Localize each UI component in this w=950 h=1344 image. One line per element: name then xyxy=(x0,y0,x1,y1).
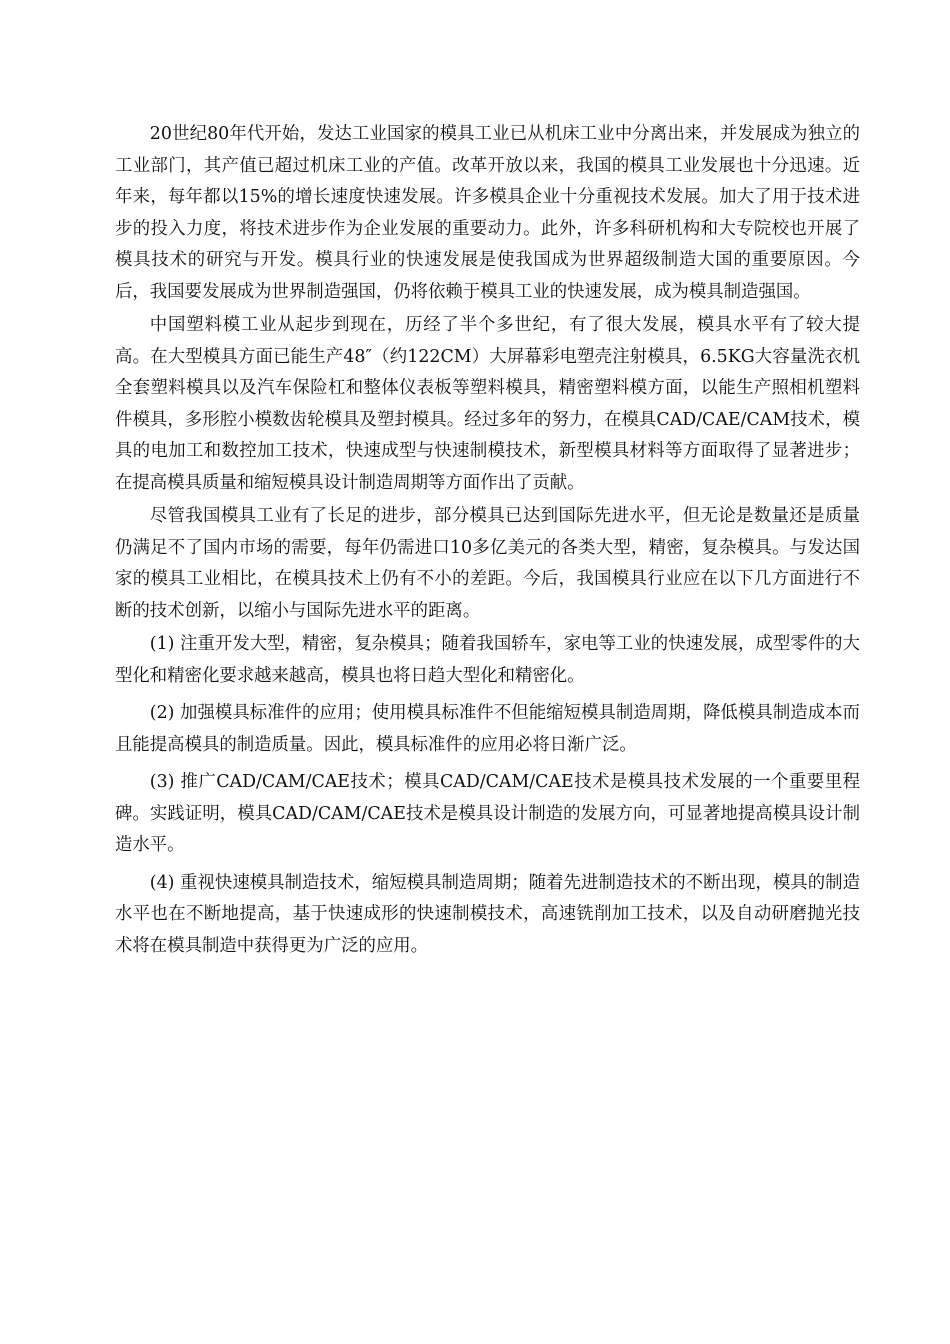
paragraph-gap-analysis: 尽管我国模具工业有了长足的进步，部分模具已达到国际先进水平，但无论是数量还是质量仍满足不了国内市场的需要，每年仍需进口10多亿美元的各类大型，精密，复杂模具。与发达国家的模具工业相比，在模具技术上仍有不小的差距。今后，我国模具行业应在以下几方面进行不断的技术创新，以缩小与国际先进水平的距离。 xyxy=(115,506,860,621)
list-item: (2) 加强模具标准件的应用；使用模具标准件不但能缩短模具制造周期，降低模具制造成本而且能提高模具的制造质量。因此，模具标准件的应用必将日渐广泛。 xyxy=(115,703,860,755)
document-body xyxy=(115,119,860,968)
list-item: (1) 注重开发大型，精密，复杂模具；随着我国轿车，家电等工业的快速发展，成型零件的大型化和精密化要求越来越高，模具也将日趋大型化和精密化。 xyxy=(115,634,860,686)
paragraph-plastic-mold-progress: 中国塑料模工业从起步到现在，历经了半个多世纪，有了很大发展，模具水平有了较大提高。在大型模具方面已能生产48″（约122CM）大屏幕彩电塑壳注射模具，6.5KG大容量洗衣机全套塑料模具以及汽车保险杠和整体仪表板等塑料模具，精密塑料模方面，以能生产照相机塑料件模具，多形腔小模数齿轮模具及塑封模具。经过多年的努力，在模具CAD/CAE/CAM技术，模具的电加工和数控加工技术，快速成型与快速制模技术，新型模具材料等方面取得了显著进步；在提高模具质量和缩短模具设计制造周期等方面作出了贡献。 xyxy=(115,315,860,493)
list-item: (4) 重视快速模具制造技术，缩短模具制造周期；随着先进制造技术的不断出现，模具的制造水平也在不断地提高，基于快速成形的快速制模技术，高速铣削加工技术，以及自动研磨抛光技术将在模具制造中获得更为广泛的应用。 xyxy=(115,872,860,956)
list-item: (3) 推广CAD/CAM/CAE技术；模具CAD/CAM/CAE技术是模具技术发展的一个重要里程碑。实践证明，模具CAD/CAM/CAE技术是模具设计制造的发展方向，可显著地提高模具设计制造水平。 xyxy=(115,772,860,855)
paragraph-industry-history: 20世纪80年代开始，发达工业国家的模具工业已从机床工业中分离出来，并发展成为独立的工业部门，其产值已超过机床工业的产值。改革开放以来，我国的模具工业发展也十分迅速。近年来，每年都以15%的增长速度快速发展。许多模具企业十分重视技术发展。加大了用于技术进步的投入力度，将技术进步作为企业发展的重要动力。此外，许多科研机构和大专院校也开展了模具技术的研究与开发。模具行业的快速发展是使我国成为世界超级制造大国的重要原因。今后，我国要发展成为世界制造强国，仍将依赖于模具工业的快速发展，成为模具制造强国。 xyxy=(115,124,860,302)
